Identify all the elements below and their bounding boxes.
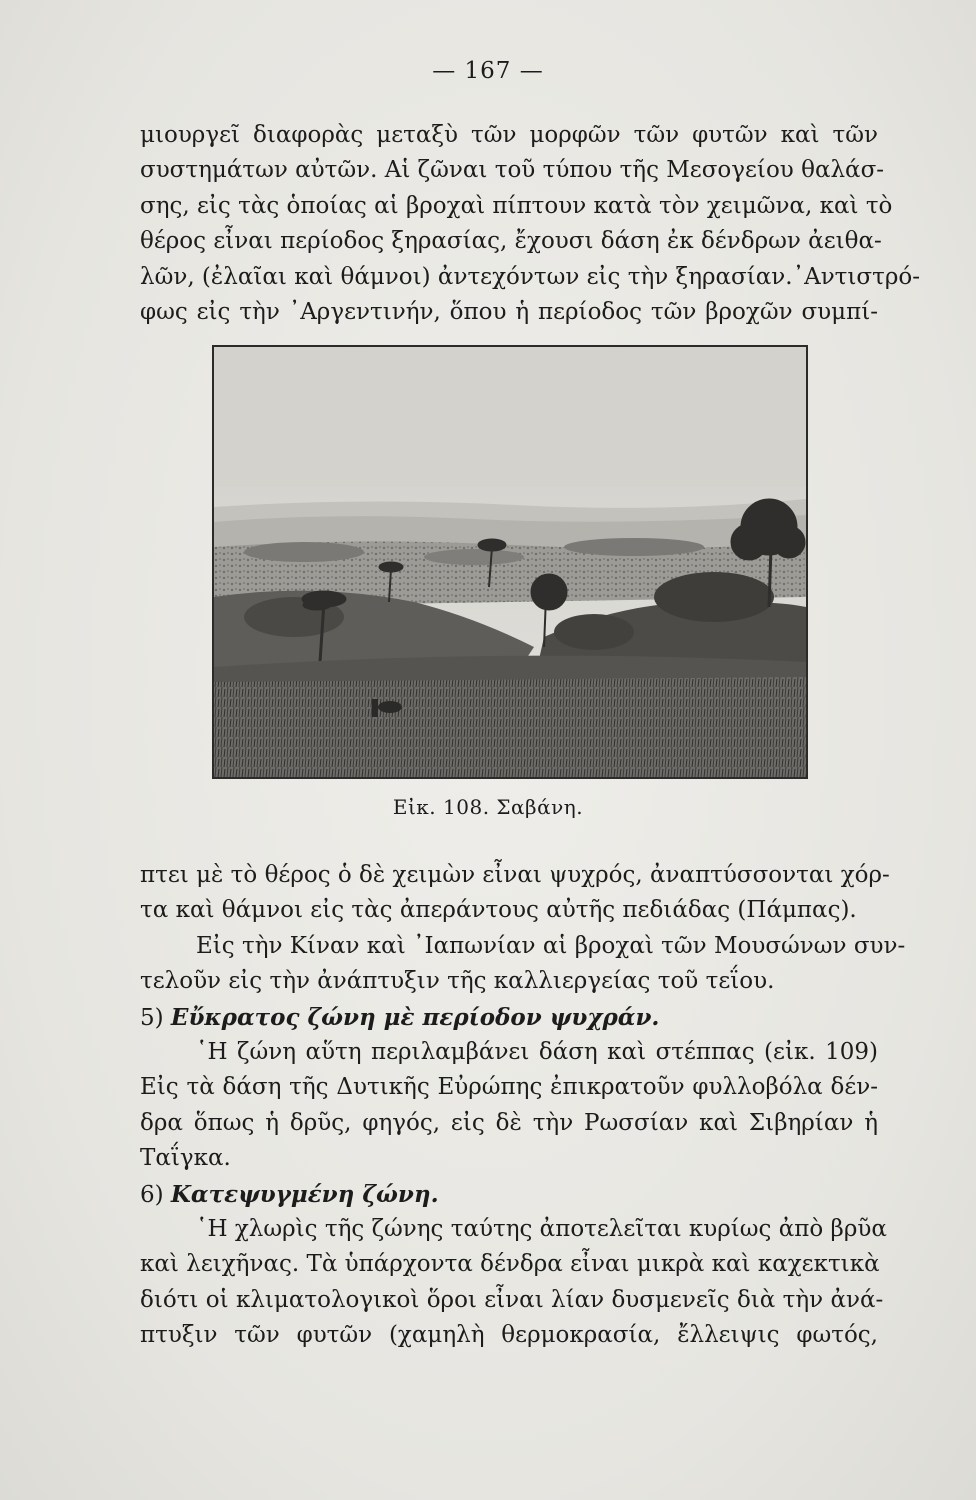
- text-line: θέρος εἶναι περίοδος ξηρασίας, ἔχουσι δάση ἐκ δένδρων ἀειθα-: [140, 228, 882, 255]
- text-line: καὶ λειχῆνας. Τὰ ὑπάρχοντα δένδρα εἶναι μικρὰ καὶ καχεκτικὰ: [140, 1251, 880, 1278]
- page-number: — 167 —: [432, 58, 544, 84]
- section-title: Εὔκρατος ζώνη μὲ περίοδον ψυχράν.: [170, 1003, 660, 1031]
- text-line: Εἰς τὰ δάση τῆς Δυτικῆς Εὐρώπης ἐπικρατοῦν φυλλοβόλα δέν-: [140, 1074, 878, 1101]
- section-number: 5): [140, 1004, 164, 1031]
- text-line: πτυξιν τῶν φυτῶν (χαμηλὴ θερμοκρασία, ἔλλειψις φωτός,: [140, 1322, 878, 1349]
- section-title: Κατεψυγμένη ζώνη.: [170, 1180, 439, 1208]
- text-line: πτει μὲ τὸ θέρος ὁ δὲ χειμὼν εἶναι ψυχρός, ἀναπτύσσονται χόρ-: [140, 862, 890, 888]
- text-line: συστημάτων αὐτῶν. Αἱ ζῶναι τοῦ τύπου τῆς Μεσογείου θαλάσ-: [140, 157, 885, 184]
- text-line: ῾Η χλωρὶς τῆς ζώνης ταύτης ἀποτελεῖται κυρίως ἀπὸ βρῦα: [196, 1215, 887, 1242]
- section-number: 6): [140, 1181, 164, 1208]
- text-line: σης, εἰς τὰς ὁποίας αἱ βροχαὶ πίπτουν κατὰ τὸν χειμῶνα, καὶ τὸ: [140, 192, 893, 219]
- text-line: Ταΐγκα.: [140, 1145, 231, 1172]
- savanna-illustration: [212, 345, 808, 779]
- figure-caption: Εἰκ. 108. Σαβάνη.: [392, 795, 584, 819]
- text-line: μιουργεῖ διαφορὰς μεταξὺ τῶν μορφῶν τῶν φυτῶν καὶ τῶν: [140, 122, 878, 148]
- text-line: δρα ὅπως ἡ δρῦς, φηγός, εἰς δὲ τὴν Ρωσσίαν καὶ Σιβηρίαν ἡ: [140, 1109, 878, 1136]
- text-line: διότι οἱ κλιματολογικοὶ ὅροι εἶναι λίαν δυσμενεῖς διὰ τὴν ἀνά-: [140, 1286, 884, 1313]
- text-line: τελοῦν εἰς τὴν ἀνάπτυξιν τῆς καλλιεργείας τοῦ τεΐου.: [140, 968, 775, 995]
- text-line: τα καὶ θάμνοι εἰς τὰς ἀπεράντους αὐτῆς πεδιάδας (Πάμπας).: [140, 897, 857, 924]
- section-heading-6: [140, 1177, 878, 1212]
- text-line: ῾Η ζώνη αὕτη περιλαμβάνει δάση καὶ στέππας (εἰκ. 109): [196, 1038, 878, 1065]
- paragraph-top: [140, 118, 920, 330]
- paragraph-bottom: [140, 858, 906, 1353]
- text-line: λῶν, (ἐλαῖαι καὶ θάμνοι) ἀντεχόντων εἰς τὴν ξηρασίαν.᾿Αντιστρό-: [140, 263, 920, 290]
- section-heading-5: [140, 1000, 878, 1035]
- text-line: φως εἰς τὴν ᾿Αργεντινήν, ὅπου ἡ περίοδος τῶν βροχῶν συμπί-: [140, 298, 878, 325]
- text-line: Εἰς τὴν Κίναν καὶ ᾿Ιαπωνίαν αἱ βροχαὶ τῶν Μουσώνων συν-: [196, 932, 906, 959]
